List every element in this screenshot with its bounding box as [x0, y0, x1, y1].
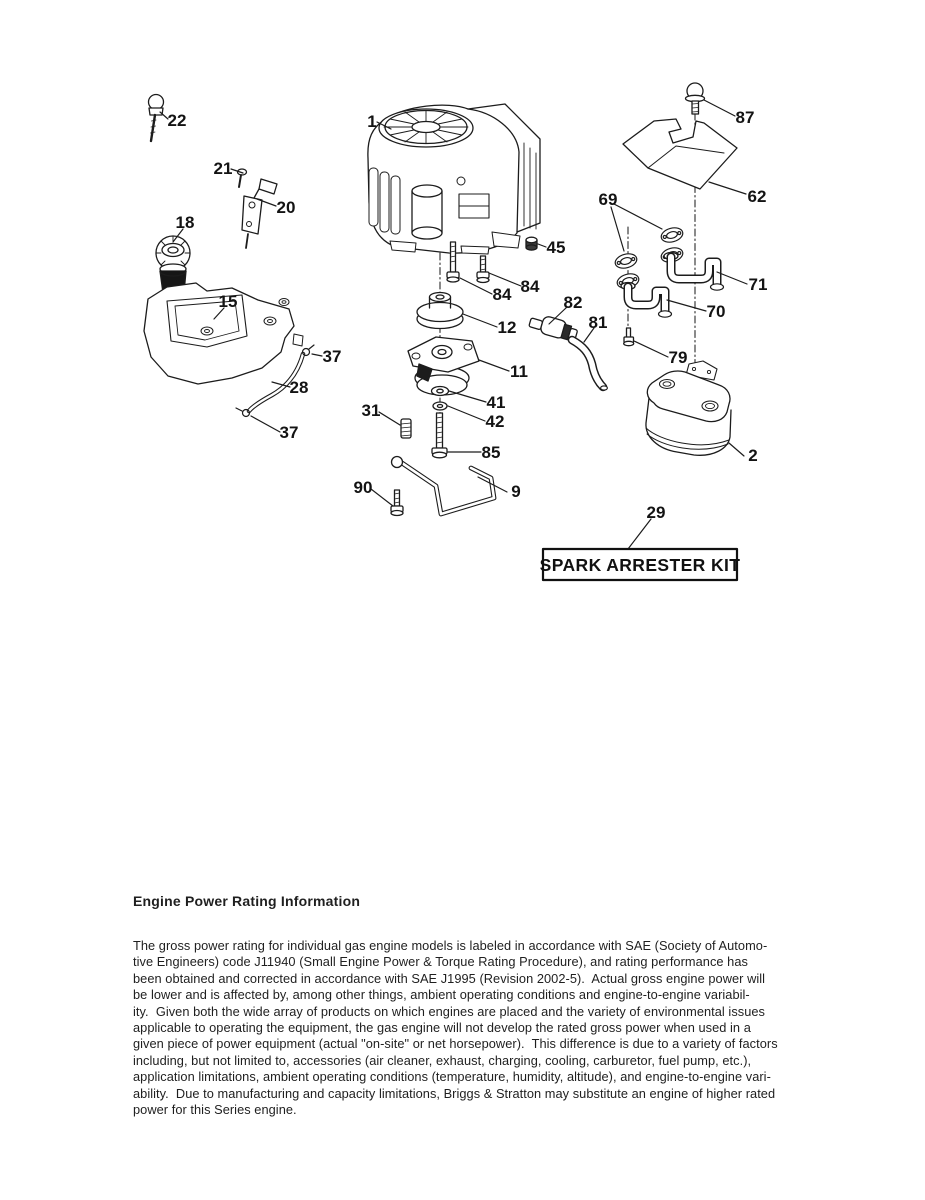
- callout-29: 29: [646, 503, 666, 522]
- callout-1: 1: [367, 112, 377, 131]
- callout-70: 70: [706, 302, 726, 321]
- spark-arrester-kit-box: [540, 549, 741, 580]
- callout-84-left: 84: [492, 285, 512, 304]
- engine-mount-bolt-right: [477, 256, 489, 283]
- info-line: been obtained and corrected in accordance with SAE J1995 (Revision 2002-5). Actual gross engine power will: [133, 970, 766, 986]
- callout-81: 81: [588, 313, 608, 332]
- oil-dipstick: [149, 95, 164, 142]
- callout-2: 2: [748, 446, 758, 465]
- callout-41: 41: [486, 393, 506, 412]
- callout-62: 62: [747, 187, 767, 206]
- callout-87: 87: [735, 108, 755, 127]
- callout-18: 18: [175, 213, 195, 232]
- callout-15: 15: [218, 292, 238, 311]
- fuel-tank: [144, 264, 303, 384]
- callout-79: 79: [668, 348, 688, 367]
- clutch-bolt: [432, 413, 447, 458]
- heat-shield: [623, 119, 737, 189]
- callout-37-lower: 37: [279, 423, 299, 442]
- callout-84-right: 84: [520, 277, 540, 296]
- bolt-90: [391, 490, 403, 516]
- muffler: [646, 361, 731, 455]
- control-bracket: [242, 179, 277, 248]
- spring-31: [401, 419, 411, 438]
- callout-31: 31: [361, 401, 381, 420]
- info-line: The gross power rating for individual gas engine models is labeled in accordance with SAE (Society of Automo-: [133, 938, 768, 953]
- engine: [368, 104, 540, 254]
- callout-90: 90: [353, 478, 373, 497]
- info-line: given piece of power equipment (actual "on-site" or net horsepower). This difference is due to a variety of factors: [133, 1036, 778, 1052]
- callout-11: 11: [510, 362, 528, 381]
- retainer-rod: [392, 457, 495, 515]
- engine-power-rating-paragraph: [133, 938, 823, 1118]
- info-line: application limitations, ambient operating conditions (temperature, humidity, altitude), and engine-to-engine vari-: [133, 1069, 771, 1085]
- drain-hose: [572, 340, 607, 390]
- callout-71: 71: [748, 275, 768, 294]
- callout-9: 9: [511, 482, 521, 501]
- callout-82: 82: [563, 293, 583, 312]
- info-line: ability. Due to manufacturing and capacity limitations, Briggs & Stratton may substitute an engine of higher rated: [133, 1085, 776, 1101]
- engine-power-rating-heading: Engine Power Rating Information: [133, 893, 361, 909]
- shield-bolt: [686, 83, 705, 114]
- info-line: power for this Series engine.: [133, 1102, 297, 1118]
- callout-69: 69: [598, 190, 618, 209]
- stack-pulley: [417, 293, 463, 329]
- exhaust-pipe-71: [664, 253, 724, 291]
- info-line: including, but not limited to, accessories (air cleaner, exhaust, charging, cooling, carburetor, fuel pump, etc.),: [133, 1052, 752, 1068]
- callout-22: 22: [167, 111, 187, 130]
- callout-12: 12: [497, 318, 517, 337]
- callout-21: 21: [213, 159, 233, 178]
- info-line: applicable to operating the equipment, the gas engine will not develop the rated gross power when used in a: [133, 1020, 751, 1036]
- plug-45: [526, 237, 537, 250]
- callout-85: 85: [481, 443, 501, 462]
- info-line: tive Engineers) code J11940 (Small Engine Power & Torque Rating Procedure), and rating performance has: [133, 954, 748, 970]
- callout-42: 42: [485, 412, 505, 431]
- info-line: ity. Given both the wide array of products on which engines are placed and the variety of environmental issues: [133, 1003, 765, 1019]
- info-line: be lower and is affected by, among other things, ambient operating conditions and engine-to-engine variabil-: [133, 987, 750, 1003]
- washer-42: [433, 402, 447, 410]
- callout-20: 20: [276, 198, 296, 217]
- callout-45: 45: [546, 238, 566, 257]
- callout-37-upper: 37: [322, 347, 342, 366]
- muffler-bolt: [624, 328, 634, 346]
- washer-41: [432, 387, 449, 396]
- callout-28: 28: [289, 378, 309, 397]
- spark-arrester-kit-label: SPARK ARRESTER KIT: [539, 555, 741, 575]
- exhaust-pipe-70: [621, 283, 672, 318]
- engine-power-rating-section: [133, 893, 823, 1118]
